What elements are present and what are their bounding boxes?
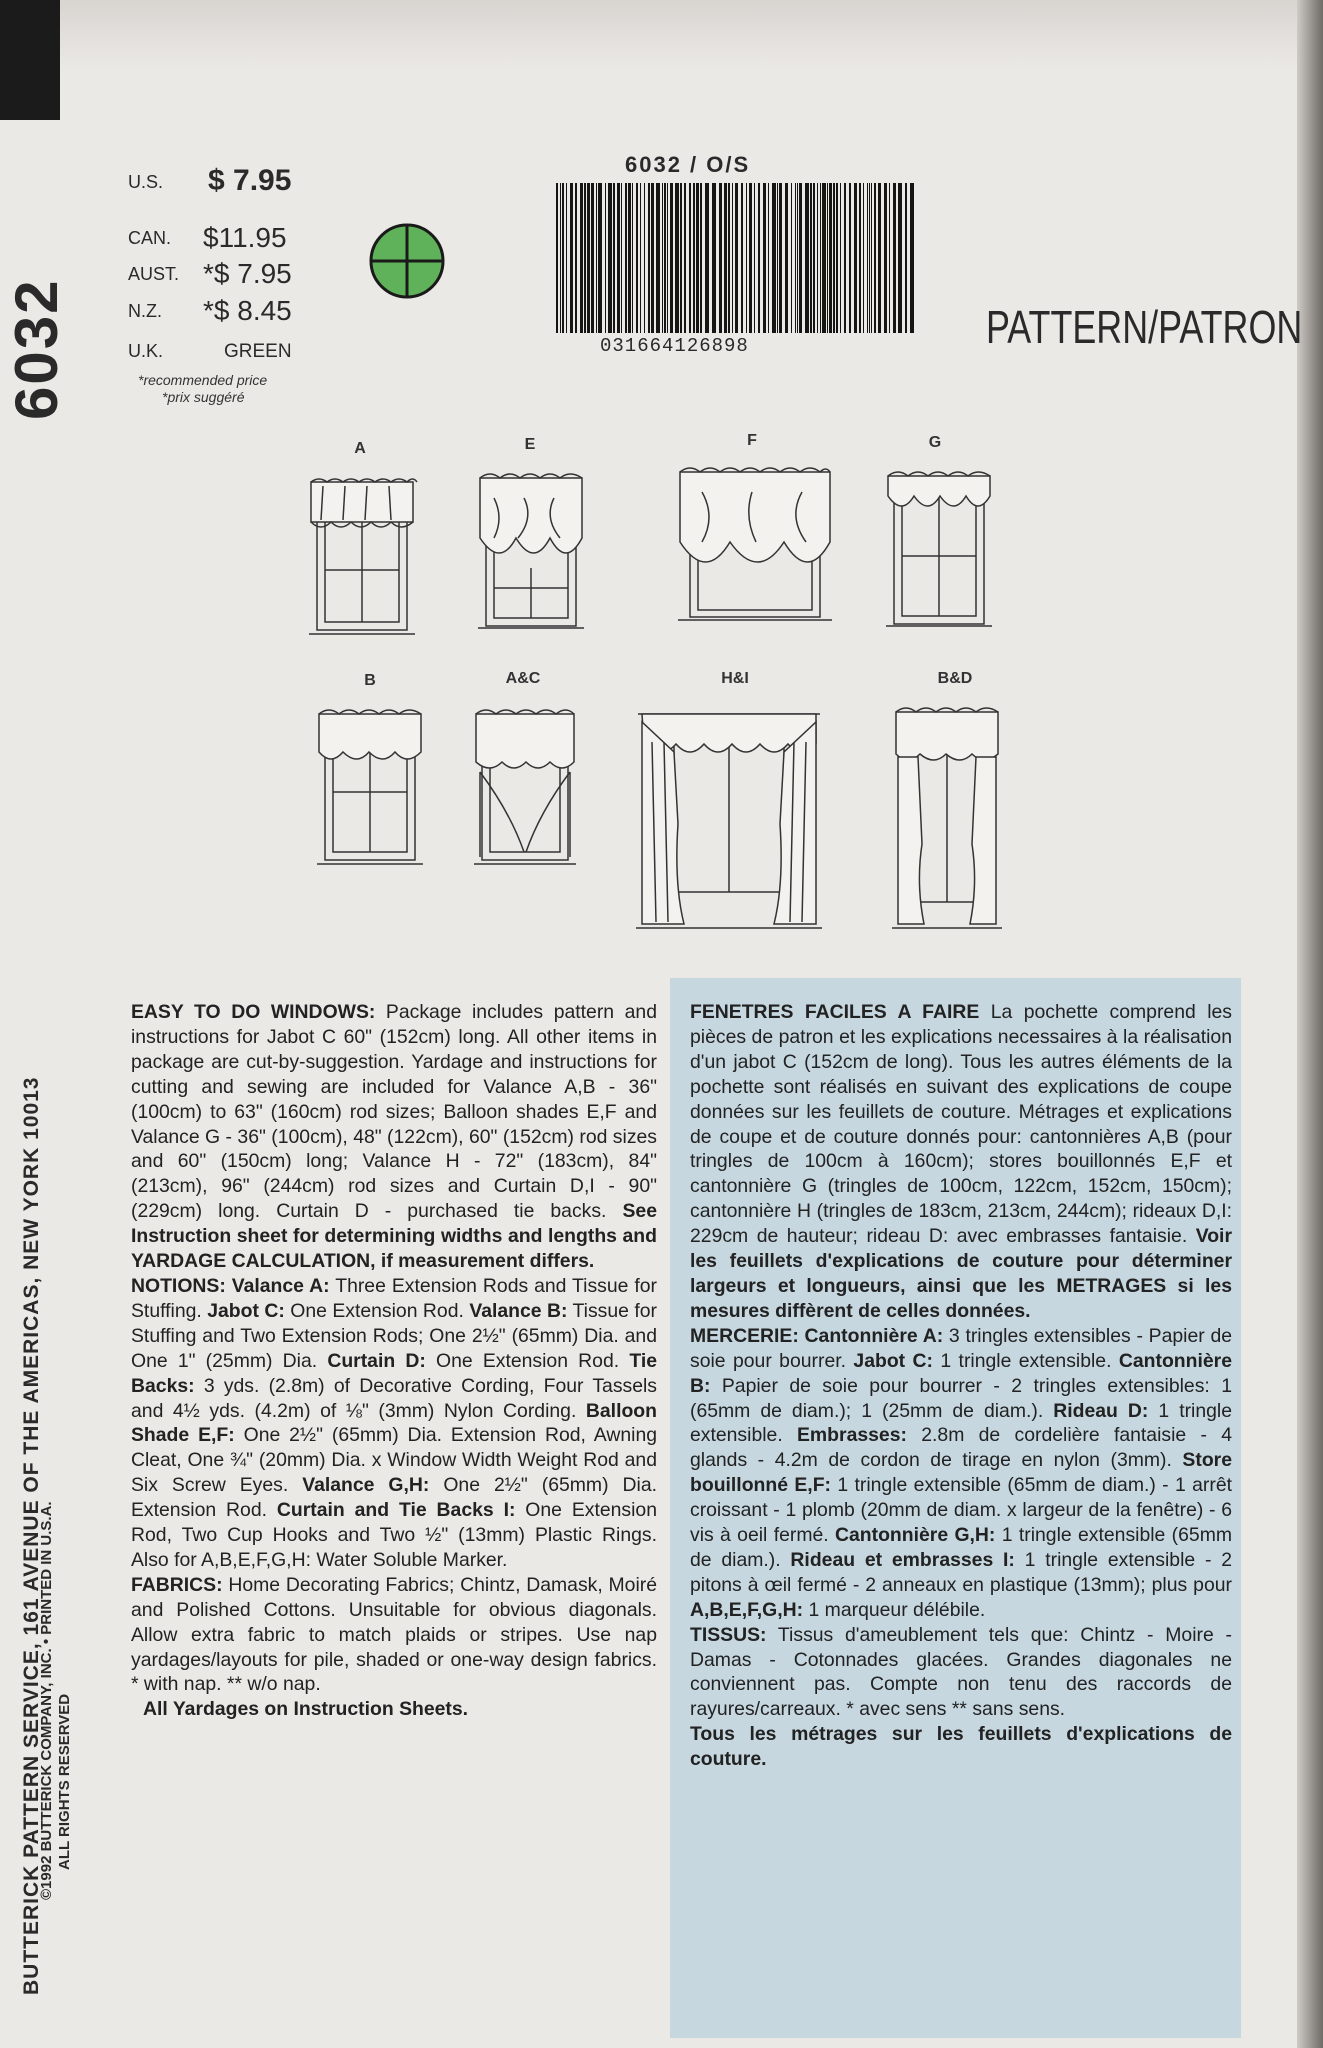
- price-value: $ 7.95: [208, 164, 292, 197]
- side-service-address: BUTTERICK PATTERN SERVICE, 161 AVENUE OF THE AMERICAS, NEW YORK 10013: [20, 1076, 43, 1995]
- mercerie-label: A,B,E,F,G,H:: [690, 1598, 804, 1621]
- barcode-bar: [566, 183, 567, 333]
- barcode-bar: [777, 183, 778, 333]
- barcode-bar: [560, 183, 561, 333]
- barcode-bar: [758, 183, 760, 333]
- barcode-bar: [827, 183, 828, 333]
- barcode-bar: [910, 183, 914, 333]
- description-intro-text: Package includes pattern and instructions for Jabot C 60" (152cm) long. All other items in package are cut-by-suggestion. Yardage and instructions for cutting and sewing are included for Valance A,B - 36" (100cm) to 63" (160cm) rod sizes; Balloon shades E,F and Valance G - 36" (100cm), 48" (122cm), 60" (152cm) rod sizes and 60" (150cm) long; Valance H - 72" (183cm), 84" (213cm), 96" (244cm) rod sizes and Curtain D,I - 90" (229cm) long. Curtain D - purchased tie backs.: [131, 1001, 658, 1223]
- tissus-paragraph: [690, 1623, 1232, 1723]
- envelope-flap-shadow: [40, 0, 1300, 70]
- pattern-number: 6032 / O/S: [625, 152, 751, 177]
- barcode-bar: [791, 183, 792, 333]
- description-title-fr: FENETRES FACILES A FAIRE: [690, 1001, 980, 1023]
- barcode-bar: [833, 183, 835, 333]
- notions-text: 3 yds. (2.8m) of Decorative Cording, Four Tassels and 4½ yds. (4.2m) of ⅛" (3mm) Nylon Cording.: [131, 1374, 657, 1422]
- notions-text: One 2½" (65mm) Dia. Extension Rod.: [131, 1474, 657, 1522]
- barcode-bar: [608, 183, 612, 333]
- barcode-bar: [893, 183, 896, 333]
- barcode-bar: [797, 183, 798, 333]
- notions-text: One Extension Rod, Two Cup Hooks and Two ½" (13mm) Plastic Rings. Also for A,B,E,F,G,H: Water Soluble Marker.: [131, 1499, 657, 1571]
- barcode-bar: [724, 183, 727, 333]
- window-illustration-b-d: [890, 702, 1005, 934]
- barcode-bar: [810, 183, 812, 333]
- description-french: [690, 1000, 1232, 1772]
- barcode-bar: [735, 183, 738, 333]
- barcode-bar: [795, 183, 796, 333]
- barcode-bar: [613, 183, 615, 333]
- mercerie-text: 1 tringle extensible.: [932, 1349, 1119, 1372]
- barcode-bar: [662, 183, 663, 333]
- window-illustration-a: [305, 472, 420, 642]
- barcode-bar: [741, 183, 743, 333]
- mercerie-label: Jabot C:: [853, 1349, 933, 1372]
- barcode-bar: [820, 183, 821, 333]
- barcode-bar: [651, 183, 654, 333]
- view-label-g: G: [928, 434, 942, 451]
- barcode-bar: [684, 183, 686, 333]
- barcode-bar: [905, 183, 907, 333]
- barcode-bar: [621, 183, 622, 333]
- barcode-bar: [580, 183, 583, 333]
- barcode-bar: [863, 183, 864, 333]
- price-country: CAN.: [128, 228, 172, 248]
- barcode-bar: [689, 183, 691, 333]
- tissus-label: TISSUS:: [690, 1623, 767, 1646]
- notions-label: Curtain and Tie Backs I:: [276, 1499, 516, 1522]
- barcode-bar: [840, 183, 841, 333]
- view-label-a: A: [354, 440, 366, 457]
- barcode-bar: [693, 183, 695, 333]
- view-label-e: E: [524, 436, 536, 453]
- notions-text: Three Extension Rods and Tissue for Stuffing.: [131, 1274, 657, 1322]
- fabrics-text: Home Decorating Fabrics; Chintz, Damask, Moiré and Polished Cottons. Unsuitable for obvious diagonals. Allow extra fabric to match plaids or stripes. Use nap yardages/layouts for pile, shaded or one-way design fabrics. * with nap. ** w/o nap.: [131, 1573, 657, 1696]
- price-country: U.S.: [128, 172, 164, 192]
- barcode-bar: [591, 183, 594, 333]
- barcode-bar: [871, 183, 872, 333]
- window-illustration-g: [882, 466, 997, 631]
- barcode-bar: [644, 183, 645, 333]
- mercerie-text: 1 tringle extensible.: [690, 1399, 1233, 1447]
- mercerie-label: Cantonnière B:: [690, 1349, 1232, 1397]
- barcode-bar: [813, 183, 815, 333]
- barcode-bar: [829, 183, 832, 333]
- barcode-bar: [817, 183, 818, 333]
- window-illustration-e: [474, 468, 589, 633]
- tissus-text: Tissus d'ameublement tels que: Chintz - Moire - Damas - Cotonnades glacées. Grandes diagonales ne conviennent pas. Compte non tenu des raccords de rayures/carreaux. * avec sens ** sans sens.: [690, 1623, 1232, 1721]
- barcode-bar: [754, 183, 755, 333]
- mercerie-label: Rideau et embrasses I:: [790, 1548, 1015, 1571]
- window-illustration-h-i: [634, 702, 824, 934]
- price-note-fr: *prix suggéré: [162, 389, 245, 405]
- barcode-bar: [884, 183, 887, 333]
- mercerie-text: 1 tringle extensible - 2 pitons à œil fermé - 2 anneaux en plastique (13mm); plus pour: [690, 1548, 1232, 1596]
- price-value: *$ 7.95: [203, 258, 292, 289]
- barcode-bar: [849, 183, 851, 333]
- barcode-bar: [648, 183, 650, 333]
- description-intro-text-fr: La pochette comprend les pièces de patron et les explications necessaires à la réalisation d'un jabot C (152cm de long). Tous les autres éléments de la pochette sont réalisés en suivant des explications de coupe données sur les feuillets de couture. Métrages et explications de coupe et de couture donnés pour: cantonnières A,B (pour tringles de 100cm à 160cm); stores bouillonnés E,F et cantonnière G (tringles de 100cm, 122cm, 152cm, 150cm); cantonnière H (tringles de 183cm, 213cm, 244cm); rideaux D,I: 229cm de hauteur; rideau D: avec embrasses fantaisie.: [690, 1001, 1232, 1248]
- barcode-bar: [636, 183, 638, 333]
- barcode-bar: [617, 183, 620, 333]
- barcode-bar: [700, 183, 702, 333]
- pattern-label: PATTERN/PATRON: [986, 301, 1303, 353]
- barcode-bar: [664, 183, 666, 333]
- price-value: $11.95: [203, 222, 287, 253]
- barcode-bar: [562, 183, 564, 333]
- price-note-en: *recommended price: [138, 372, 268, 388]
- barcode-bar: [667, 183, 668, 333]
- barcode-bar: [859, 183, 861, 333]
- description-see-text: See Instruction sheet for determining widths and lengths and YARDAGE CALCULATION, if measurement differs.: [131, 1200, 657, 1273]
- fabrics-paragraph: [131, 1573, 657, 1698]
- barcode-bar: [822, 183, 826, 333]
- barcode-bar: [696, 183, 699, 333]
- mercerie-text: 3 tringles extensibles - Papier de soie pour bourrer.: [690, 1324, 1233, 1372]
- barcode-bar: [556, 183, 558, 333]
- mercerie-text: 1 marqueur délébile.: [803, 1598, 986, 1621]
- barcode-bar: [587, 183, 590, 333]
- mercerie-text: 1 tringle extensible (65mm de diam.).: [690, 1524, 1232, 1571]
- description-english: [131, 1000, 657, 1722]
- barcode-bar: [605, 183, 606, 333]
- barcode-bar: [628, 183, 631, 333]
- view-label-b: B: [364, 672, 376, 689]
- barcode-bar: [799, 183, 802, 333]
- side-pattern-code: 6032: [3, 278, 70, 420]
- barcode-bar: [844, 183, 846, 333]
- price-note: [138, 372, 267, 406]
- price-country: U.K.: [128, 341, 164, 361]
- notions-text: One Extension Rod.: [425, 1349, 630, 1372]
- barcode-bar: [869, 183, 870, 333]
- barcode-bar: [889, 183, 890, 333]
- mercerie-text: 2.8m de cordelière fantaisie - 4 glands - 4.2m de cordon de tirage en nylon (3mm).: [690, 1424, 1232, 1472]
- barcode-bar: [785, 183, 788, 333]
- notions-text: One 2½" (65mm) Dia. Extension Rod, Awning Cleat, One ¾" (20mm) Dia. x Window Width Weight Rod and Six Screw Eyes.: [131, 1424, 658, 1497]
- copyright-line-2: ALL RIGHTS RESERVED: [56, 1693, 73, 1870]
- mercerie-text: Papier de soie pour bourrer - 2 tringles extensibles: 1 (65mm de diam.); 1 (25mm de diam.).: [690, 1374, 1232, 1422]
- barcode-bar: [874, 183, 876, 333]
- barcode-bar: [836, 183, 838, 333]
- mercerie-label: Rideau D:: [1053, 1399, 1149, 1422]
- barcode-bar: [640, 183, 641, 333]
- barcode-bar: [596, 183, 597, 333]
- window-illustration-b: [313, 702, 428, 872]
- barcode-bar: [746, 183, 747, 333]
- notions-label: Valance B:: [469, 1299, 568, 1322]
- barcode-bar: [625, 183, 627, 333]
- yardage-footer: All Yardages on Instruction Sheets.: [143, 1698, 469, 1721]
- mercerie-label: Cantonnière G,H:: [834, 1524, 996, 1547]
- price-country: N.Z.: [128, 301, 162, 321]
- window-illustration-a-c: [470, 702, 580, 872]
- mercerie-paragraph: [690, 1324, 1232, 1623]
- barcode-bar: [670, 183, 673, 333]
- barcode-bar: [575, 183, 577, 333]
- notions-text: One Extension Rod.: [284, 1299, 470, 1322]
- background-corner: [0, 0, 60, 120]
- description-see-text-fr: Voir les feuillets d'explications de couture pour déterminer largeurs et longueurs, ainsi que les METRAGES si les mesures diffèrent de celles données.: [690, 1225, 1232, 1322]
- barcode-bar: [732, 183, 733, 333]
- notions-paragraph: [131, 1274, 657, 1573]
- mercerie-text: 1 tringle extensible (65mm de diam.) - 1 arrêt croissant - 1 plomb (20mm de diam. x largeur de la fenêtre) - 6 vis à oeil fermé.: [690, 1474, 1232, 1547]
- price-country: AUST.: [128, 264, 180, 284]
- barcode-bar: [719, 183, 722, 333]
- barcode-bar: [712, 183, 716, 333]
- barcode-bar: [728, 183, 730, 333]
- barcode-bar: [763, 183, 766, 333]
- barcode-bar: [705, 183, 709, 333]
- view-label-a-c: A&C: [505, 670, 541, 687]
- notions-label: NOTIONS: Valance A:: [131, 1274, 330, 1297]
- barcode-bar: [598, 183, 602, 333]
- barcode-bar: [867, 183, 868, 333]
- description-intro: [131, 1000, 657, 1274]
- barcode-bar: [584, 183, 586, 333]
- mercerie-label: MERCERIE: Cantonnière A:: [690, 1324, 944, 1347]
- barcode-bar: [656, 183, 660, 333]
- view-label-f: F: [747, 432, 757, 449]
- barcode-bar: [680, 183, 682, 333]
- green-dot-icon: [368, 222, 446, 300]
- barcode-bar: [805, 183, 809, 333]
- view-label-h-i: H&I: [721, 670, 749, 687]
- barcode-bar: [878, 183, 881, 333]
- barcode-bar: [749, 183, 752, 333]
- barcode-bar: [779, 183, 782, 333]
- notions-label: Valance G,H:: [302, 1474, 430, 1497]
- notions-label: Curtain D:: [327, 1349, 426, 1372]
- barcode-bar: [632, 183, 633, 333]
- view-label-b-d: B&D: [937, 670, 973, 687]
- barcode-bar: [768, 183, 769, 333]
- barcode-bar: [772, 183, 776, 333]
- yardage-footer-fr: Tous les métrages sur les feuillets d'explications de couture.: [690, 1723, 1232, 1771]
- barcode-bar: [570, 183, 573, 333]
- mercerie-label: Store bouillonné E,F:: [690, 1449, 1232, 1497]
- barcode: [556, 183, 918, 333]
- window-illustration-f: [672, 462, 837, 627]
- notions-label: Jabot C:: [207, 1299, 285, 1322]
- barcode-bar: [854, 183, 857, 333]
- mercerie-label: Embrasses:: [797, 1424, 907, 1447]
- copyright-line-1: ©1992 BUTTERICK COMPANY, INC. • PRINTED IN U.S.A.: [38, 1501, 55, 1900]
- barcode-bar: [675, 183, 679, 333]
- notions-text: Tissue for Stuffing and Two Extension Rods; One 2½" (65mm) Dia. and One 1" (25mm) Dia.: [131, 1299, 657, 1372]
- upc-number: 031664126898: [600, 335, 749, 357]
- notions-label: Tie Backs:: [131, 1349, 657, 1397]
- notions-label: Balloon Shade E,F:: [131, 1399, 657, 1447]
- price-value: *$ 8.45: [203, 295, 292, 326]
- barcode-bar: [898, 183, 902, 333]
- price-value: GREEN: [224, 341, 292, 362]
- fabrics-label: FABRICS:: [131, 1573, 223, 1596]
- description-title: EASY TO DO WINDOWS:: [131, 1001, 376, 1023]
- description-intro-fr: [690, 1000, 1232, 1324]
